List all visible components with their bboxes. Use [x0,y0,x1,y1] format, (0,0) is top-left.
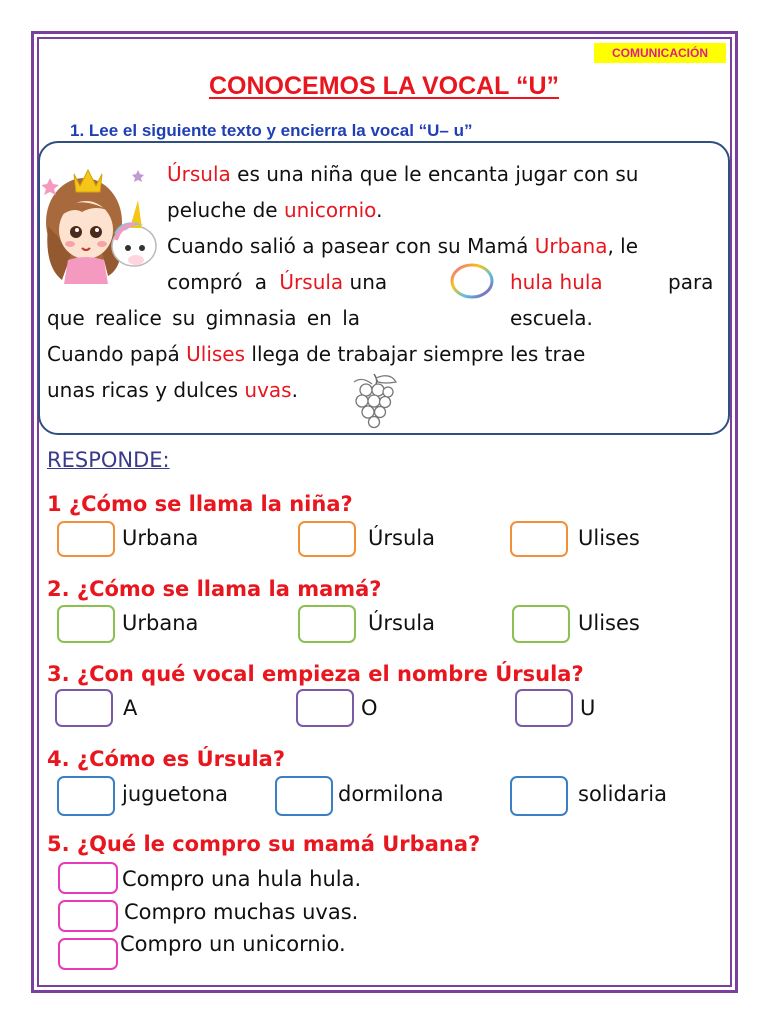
option-4c: solidaria [578,782,667,806]
story-hula-text: hula hula [510,270,603,294]
answer-checkbox-4b[interactable] [275,776,333,816]
answer-checkbox-5b[interactable] [58,900,118,932]
option-2b: Úrsula [368,611,435,635]
option-1a: Urbana [122,526,199,550]
answer-checkbox-5c[interactable] [58,938,118,970]
story-line-5: que realice su gimnasia en la [47,306,361,330]
option-5a: Compro una hula hula. [122,867,362,891]
story-line-3: Cuando salió a pasear con su Mamá Urbana, le [167,234,639,258]
page-title: CONOCEMOS LA VOCAL “U” [208,72,559,100]
answer-checkbox-5a[interactable] [58,862,118,894]
option-1c: Ulises [578,526,640,550]
question-3: 3. ¿Con qué vocal empieza el nombre Úrsula? [47,662,584,686]
answer-checkbox-3a[interactable] [55,689,113,727]
option-2c: Ulises [578,611,640,635]
option-5c: Compro un unicornio. [120,932,346,956]
question-5: 5. ¿Qué le compro su mamá Urbana? [47,832,481,856]
story-line-2: peluche de unicornio. [167,198,383,222]
answer-checkbox-2a[interactable] [57,605,115,643]
option-1b: Úrsula [368,526,435,550]
option-4b: dormilona [338,782,444,806]
option-5b: Compro muchas uvas. [124,900,359,924]
answer-checkbox-4c[interactable] [510,776,568,816]
grapes-icon [348,370,400,430]
story-line-5-end: escuela. [510,306,593,330]
answer-checkbox-2c[interactable] [512,605,570,643]
answer-checkbox-4a[interactable] [57,776,115,816]
option-3a: A [123,696,138,720]
answer-checkbox-1b[interactable] [298,521,356,557]
answer-checkbox-1a[interactable] [57,521,115,557]
option-2a: Urbana [122,611,199,635]
story-line-1: Úrsula es una niña que le encanta jugar con su [167,162,639,186]
instruction-text: 1. Lee el siguiente texto y encierra la vocal “U– u” [70,121,473,140]
option-3c: U [580,696,596,720]
subject-tag: COMUNICACIÓN [594,43,726,63]
story-line-4: compró a Úrsula una [167,270,388,294]
hula-hoop-icon [449,262,495,300]
question-1: 1 ¿Cómo se llama la niña? [47,492,353,516]
question-4: 4. ¿Cómo es Úrsula? [47,747,286,771]
girl-unicorn-illustration [42,156,162,284]
answer-checkbox-3c[interactable] [515,689,573,727]
answer-checkbox-3b[interactable] [296,689,354,727]
story-line-7: unas ricas y dulces uvas. [47,378,298,402]
option-3b: O [361,696,378,720]
story-line-4-end: para [668,270,714,294]
question-2: 2. ¿Cómo se llama la mamá? [47,577,382,601]
option-4a: juguetona [122,782,228,806]
answer-checkbox-2b[interactable] [298,605,356,643]
story-line-6: Cuando papá Ulises llega de trabajar siempre les trae [47,342,586,366]
answer-checkbox-1c[interactable] [510,521,568,557]
respond-heading: RESPONDE: [47,448,170,472]
